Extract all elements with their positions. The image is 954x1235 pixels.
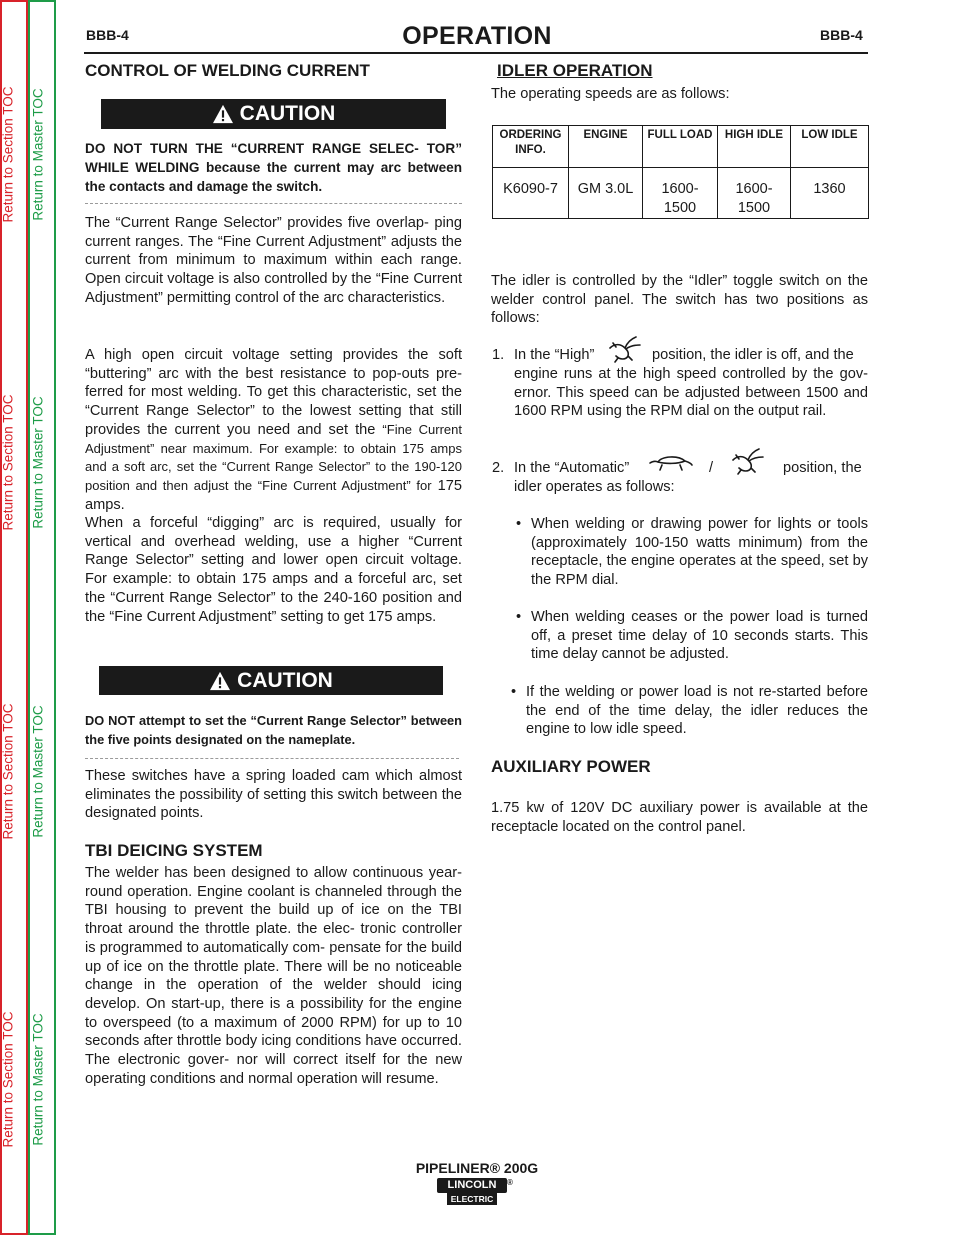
table-header: ENGINE (569, 126, 643, 168)
item-2-lead: In the “Automatic” (514, 460, 630, 476)
table-header: HIGH IDLE (718, 126, 791, 168)
caution-label-2: CAUTION (237, 668, 333, 692)
warning-triangle-icon (212, 104, 234, 124)
paragraph-high-ocv-c: 175 amps. (85, 477, 462, 513)
item-1-lead: In the “High” (514, 347, 595, 363)
master-toc-link-4[interactable]: Return to Master TOC (30, 1013, 46, 1146)
page-code-left: BBB-4 (86, 27, 129, 43)
header-rule (84, 52, 868, 54)
paragraph-high-ocv-a: A high open circuit voltage setting provides the soft “buttering” arc with the best resistance to pop-outs pre- ferred for most welding. To get this characteristic, set the “Current Range Selector” to the lowest setting that still provides the current you need and set the (85, 347, 462, 438)
section-toc-link-1[interactable]: Return to Section TOC (0, 86, 16, 223)
control-current-heading: CONTROL OF WELDING CURRENT (85, 61, 370, 80)
divider-1 (85, 203, 462, 204)
bullet-marker: • (511, 684, 517, 700)
caution-1-text: DO NOT TURN THE “CURRENT RANGE SELEC- TOR” WHILE WELDING because the current may arc between the contacts and damage the switch. (85, 141, 462, 194)
master-toc-link-3[interactable]: Return to Master TOC (30, 705, 46, 838)
item-1-text: engine runs at the high speed controlled by the gov- ernor. This speed can be adjusted between 1500 and 1600 RPM using the RPM dial on the output rail. (514, 366, 868, 420)
section-toc-link-4[interactable]: Return to Section TOC (0, 1011, 16, 1148)
table-cell: GM 3.0L (569, 168, 643, 219)
caution-banner-1 (101, 99, 446, 129)
table-cell: 1600- 1500 (643, 168, 718, 219)
warning-triangle-icon (209, 671, 231, 691)
master-toc-bar (28, 0, 56, 1235)
bullet-2-text: When welding ceases or the power load is turned off, a preset time delay of 10 seconds starts. This time delay cannot be adjusted. (531, 609, 868, 663)
list-number-2: 2. (492, 460, 505, 476)
table-header-row (493, 126, 869, 168)
table-cell: K6090-7 (493, 168, 569, 219)
logo-registered: ® (507, 1178, 513, 1187)
item-2-slash: / (709, 460, 714, 476)
bullet-1-text: When welding or drawing power for lights or tools (approximately 100-150 watts minimum) from the receptacle, the engine operates at the speed, set by the RPM dial. (531, 516, 868, 589)
paragraph-high-ocv (85, 346, 462, 514)
model-name: PIPELINER® 200G (415, 1160, 539, 1176)
page-title: OPERATION (402, 22, 552, 50)
list-number-1: 1. (492, 347, 505, 363)
operating-speeds-table (492, 125, 869, 219)
rabbit-icon (607, 334, 643, 364)
master-toc-link-1[interactable]: Return to Master TOC (30, 88, 46, 221)
section-toc-link-2[interactable]: Return to Section TOC (0, 394, 16, 531)
section-toc-bar (0, 0, 28, 1235)
caution-label-1: CAUTION (239, 102, 336, 125)
table-header: FULL LOAD (643, 126, 718, 168)
table-header: LOW IDLE (791, 126, 869, 168)
caution-banner-2 (99, 666, 443, 695)
paragraph-high-ocv-b: “Fine Current Adjustment” near maximum. For example: to obtain 175 amps and a soft arc, set the “Current Range Selector” to the 190-120 position and then adjust the “Fine Current Adjustment” for (85, 421, 462, 493)
turtle-icon (648, 451, 694, 475)
idler-heading: IDLER OPERATION (497, 61, 653, 80)
table-cell: 1360 (791, 168, 869, 219)
logo-top: LINCOLN (437, 1178, 507, 1193)
paragraph-auxiliary-power: 1.75 kw of 120V DC auxiliary power is available at the receptacle located on the control panel. (491, 800, 868, 835)
paragraph-tbi: The welder has been designed to allow continuous year-round operation. Engine coolant is channeled through the TBI housing to prevent the build up of ice on the TBI throat around the throttle plate. the elec- tronic controller is programmed to automatically com- pensate for the build up of ice on the throttle plate. There will be no noticeable change in the operation of the welder should icing develop. On start-up, there is a possibility for the engine to overspeed (to a maximum of 2000 RPM) for up to 10 seconds after throttle body icing conditions have occurred. The electronic gover- nor will correct itself for the new operating conditions and normal operation will resume. (85, 865, 462, 1087)
divider-2 (85, 758, 459, 759)
item-2-after-icon: position, the (783, 460, 862, 476)
caution-2-text: DO NOT attempt to set the “Current Range Selector” between the five points designated on the nameplate. (85, 713, 462, 747)
section-toc-link-3[interactable]: Return to Section TOC (0, 703, 16, 840)
paragraph-idler-switch: The idler is controlled by the “Idler” toggle switch on the welder control panel. The switch has two positions as follows: (491, 273, 868, 327)
master-toc-link-2[interactable]: Return to Master TOC (30, 396, 46, 529)
lincoln-electric-logo (437, 1178, 515, 1206)
bullet-3-text: If the welding or power load is not re-started before the end of the time delay, the idler reduces the engine to low idle speed. (526, 684, 868, 738)
table-header: ORDERING INFO. (493, 126, 569, 168)
table-row (493, 168, 869, 219)
paragraph-spring-cam: These switches have a spring loaded cam which almost eliminates the possibility of setting this switch between the designated points. (85, 768, 462, 822)
page-code-right: BBB-4 (820, 27, 863, 43)
idler-intro: The operating speeds are as follows: (491, 86, 730, 102)
paragraph-current-range: The “Current Range Selector” provides five overlap- ping current ranges. The “Fine Current Adjustment” adjusts the current from minimum to maximum within each range. Open circuit voltage is also controlled by the “Fine Current Adjustment” permitting control of the arc characteristics. (85, 215, 462, 306)
bullet-marker: • (516, 609, 522, 625)
item-2-text: idler operates as follows: (514, 479, 675, 495)
bullet-marker: • (516, 516, 522, 532)
item-1-after-icon: position, the idler is off, and the (652, 347, 854, 363)
tbi-heading: TBI DEICING SYSTEM (85, 841, 263, 860)
paragraph-digging-arc: When a forceful “digging” arc is required, usually for vertical and overhead welding, use a higher “Current Range Selector” setting and lower open circuit voltage. For example: to obtain 175 amps and a forceful arc, set the “Current Range Selector” to the 240-160 position and the “Fine Current Adjustment” setting to get 175 amps. (85, 515, 462, 625)
rabbit-icon (730, 446, 766, 476)
auxiliary-power-heading: AUXILIARY POWER (491, 757, 651, 776)
logo-bottom: ELECTRIC (447, 1193, 497, 1205)
table-cell: 1600- 1500 (718, 168, 791, 219)
